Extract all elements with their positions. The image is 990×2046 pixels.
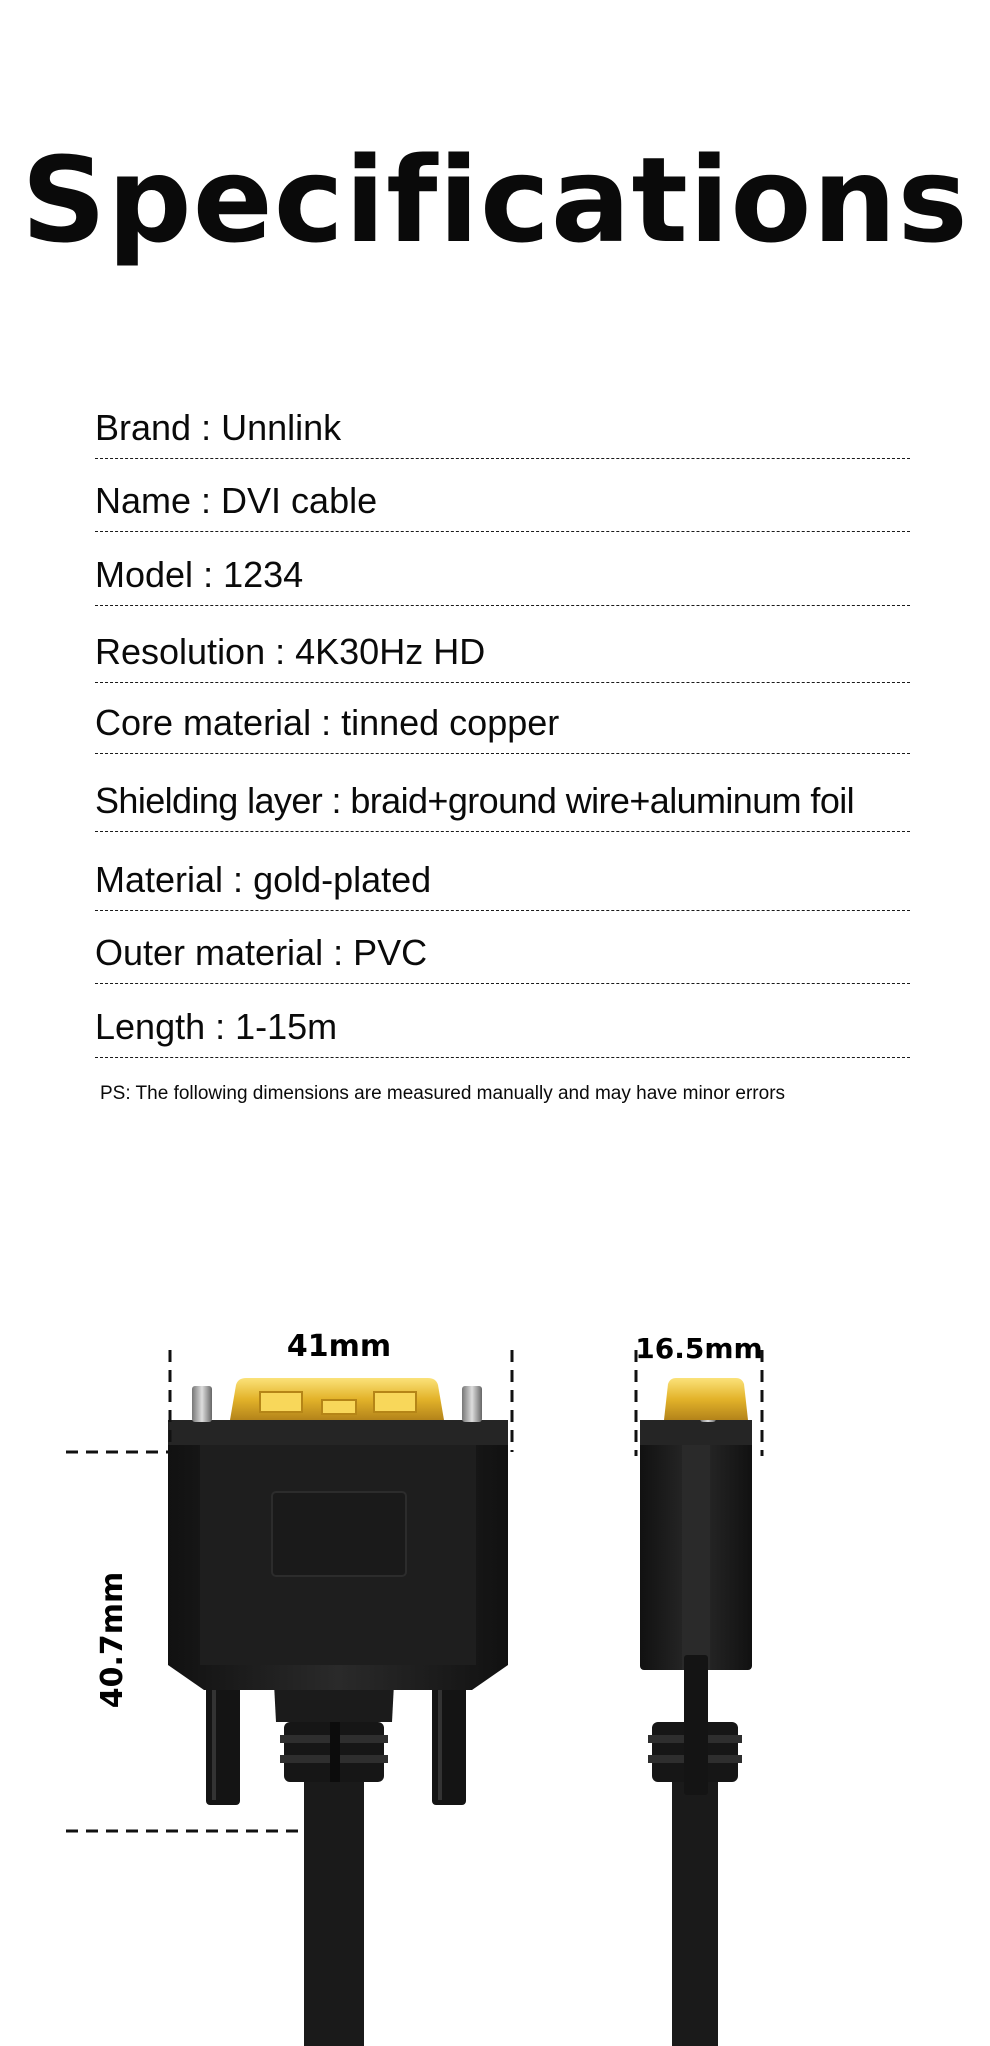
spec-row-brand	[95, 385, 910, 459]
spec-text: Brand : Unnlink	[95, 406, 342, 448]
spec-text: Outer material : PVC	[95, 932, 428, 973]
dimension-width-front: 41mm	[286, 1329, 392, 1364]
spec-text: Length : 1-15m	[95, 1005, 338, 1047]
spec-text: Material : gold-plated	[95, 858, 432, 900]
spec-text: Core material : tinned copper	[95, 701, 560, 743]
spec-row-name	[95, 459, 910, 533]
spec-list	[95, 385, 910, 1058]
spec-text: Shielding layer : braid+ground wire+aluminum foil	[95, 779, 855, 821]
spec-row-outer-material	[95, 911, 910, 985]
dvi-connector-side-image	[640, 1378, 752, 2046]
dvi-connector-front-image	[168, 1378, 508, 2046]
spec-row-material	[95, 832, 910, 911]
page-title: Specifications	[21, 131, 969, 269]
spec-row-shielding-layer	[95, 754, 910, 832]
spec-text: Resolution : 4K30Hz HD	[95, 630, 486, 672]
spec-row-length	[95, 984, 910, 1058]
dimension-height: 40.7mm	[95, 1571, 130, 1709]
cable-dimension-figure	[0, 1300, 990, 2046]
spec-text: Name : DVI cable	[95, 480, 378, 521]
dimension-width-side: 16.5mm	[635, 1332, 763, 1365]
spec-row-resolution	[95, 606, 910, 683]
spec-row-core-material	[95, 683, 910, 754]
spec-text: Model : 1234	[95, 553, 304, 595]
measurement-note: PS: The following dimensions are measured manually and may have minor errors	[100, 1083, 786, 1104]
spec-row-model	[95, 532, 910, 606]
